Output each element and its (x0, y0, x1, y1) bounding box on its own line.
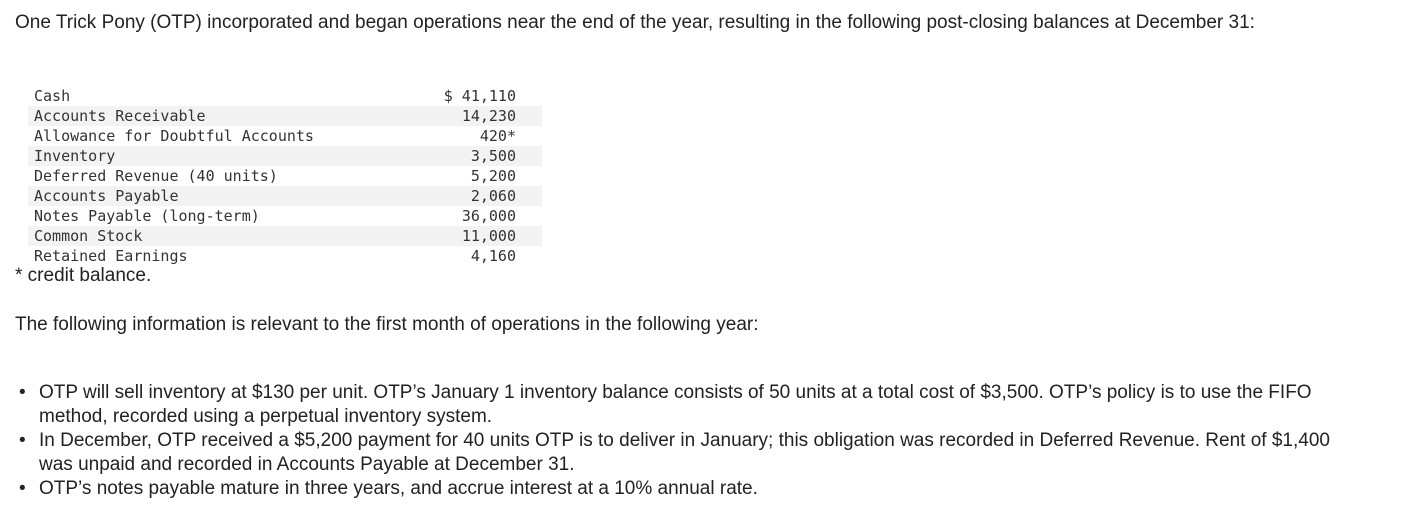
list-item-text: In December, OTP received a $5,200 payment for 40 units OTP is to deliver in January; this obligation was recorded in Deferred Revenue. Rent of $1,400 was unpaid and recorded in Accounts Payable at December 31. (39, 430, 1330, 475)
information-bullet-list (15, 381, 1335, 501)
account-name: Allowance for Doubtful Accounts (34, 127, 314, 145)
list-item-text: OTP’s notes payable mature in three years, and accrue interest at a 10% annual rate. (39, 478, 758, 499)
account-name: Deferred Revenue (40 units) (34, 167, 278, 185)
table-row (28, 146, 542, 166)
account-name: Retained Earnings (34, 247, 188, 265)
post-closing-balances-table (28, 86, 542, 266)
account-name: Inventory (28, 146, 411, 166)
list-item (15, 381, 1335, 429)
account-balance: 420* (479, 127, 516, 145)
table-row (28, 246, 542, 266)
list-item (15, 429, 1335, 477)
account-balance: 3,500 (411, 146, 542, 166)
bullet-icon: • (19, 430, 26, 451)
table-row (28, 86, 542, 106)
account-name: Notes Payable (long-term) (34, 207, 260, 225)
table-row (28, 126, 542, 146)
table-row (28, 206, 542, 226)
credit-balance-footnote: * credit balance. (15, 265, 152, 286)
account-name: Cash (34, 87, 71, 105)
account-name: Common Stock (28, 226, 411, 246)
lead-paragraph: The following information is relevant to the first month of operations in the following year: (15, 314, 759, 335)
table-row (28, 186, 542, 206)
account-balance: $ 41,110 (443, 87, 516, 105)
table-row (28, 106, 542, 126)
account-balance: 36,000 (461, 207, 516, 225)
list-item-text: OTP will sell inventory at $130 per unit. OTP’s January 1 inventory balance consists of 50 units at a total cost of $3,500. OTP’s policy is to use the FIFO method, recorded using a perpetual inventory system. (39, 382, 1312, 427)
account-name: Accounts Payable (28, 186, 411, 206)
intro-paragraph: One Trick Pony (OTP) incorporated and began operations near the end of the year, resulting in the following post-closing balances at December 31: (15, 12, 1255, 33)
account-balance: 5,200 (470, 167, 516, 185)
account-name: Accounts Receivable (28, 106, 411, 126)
account-balance: 14,230 (411, 106, 542, 126)
account-balance: 4,160 (470, 247, 516, 265)
bullet-icon: • (19, 382, 26, 403)
bullet-icon: • (19, 478, 26, 499)
table-row (28, 166, 542, 186)
list-item (15, 477, 1335, 501)
account-balance: 11,000 (411, 226, 542, 246)
account-balance: 2,060 (411, 186, 542, 206)
table-row (28, 226, 542, 246)
